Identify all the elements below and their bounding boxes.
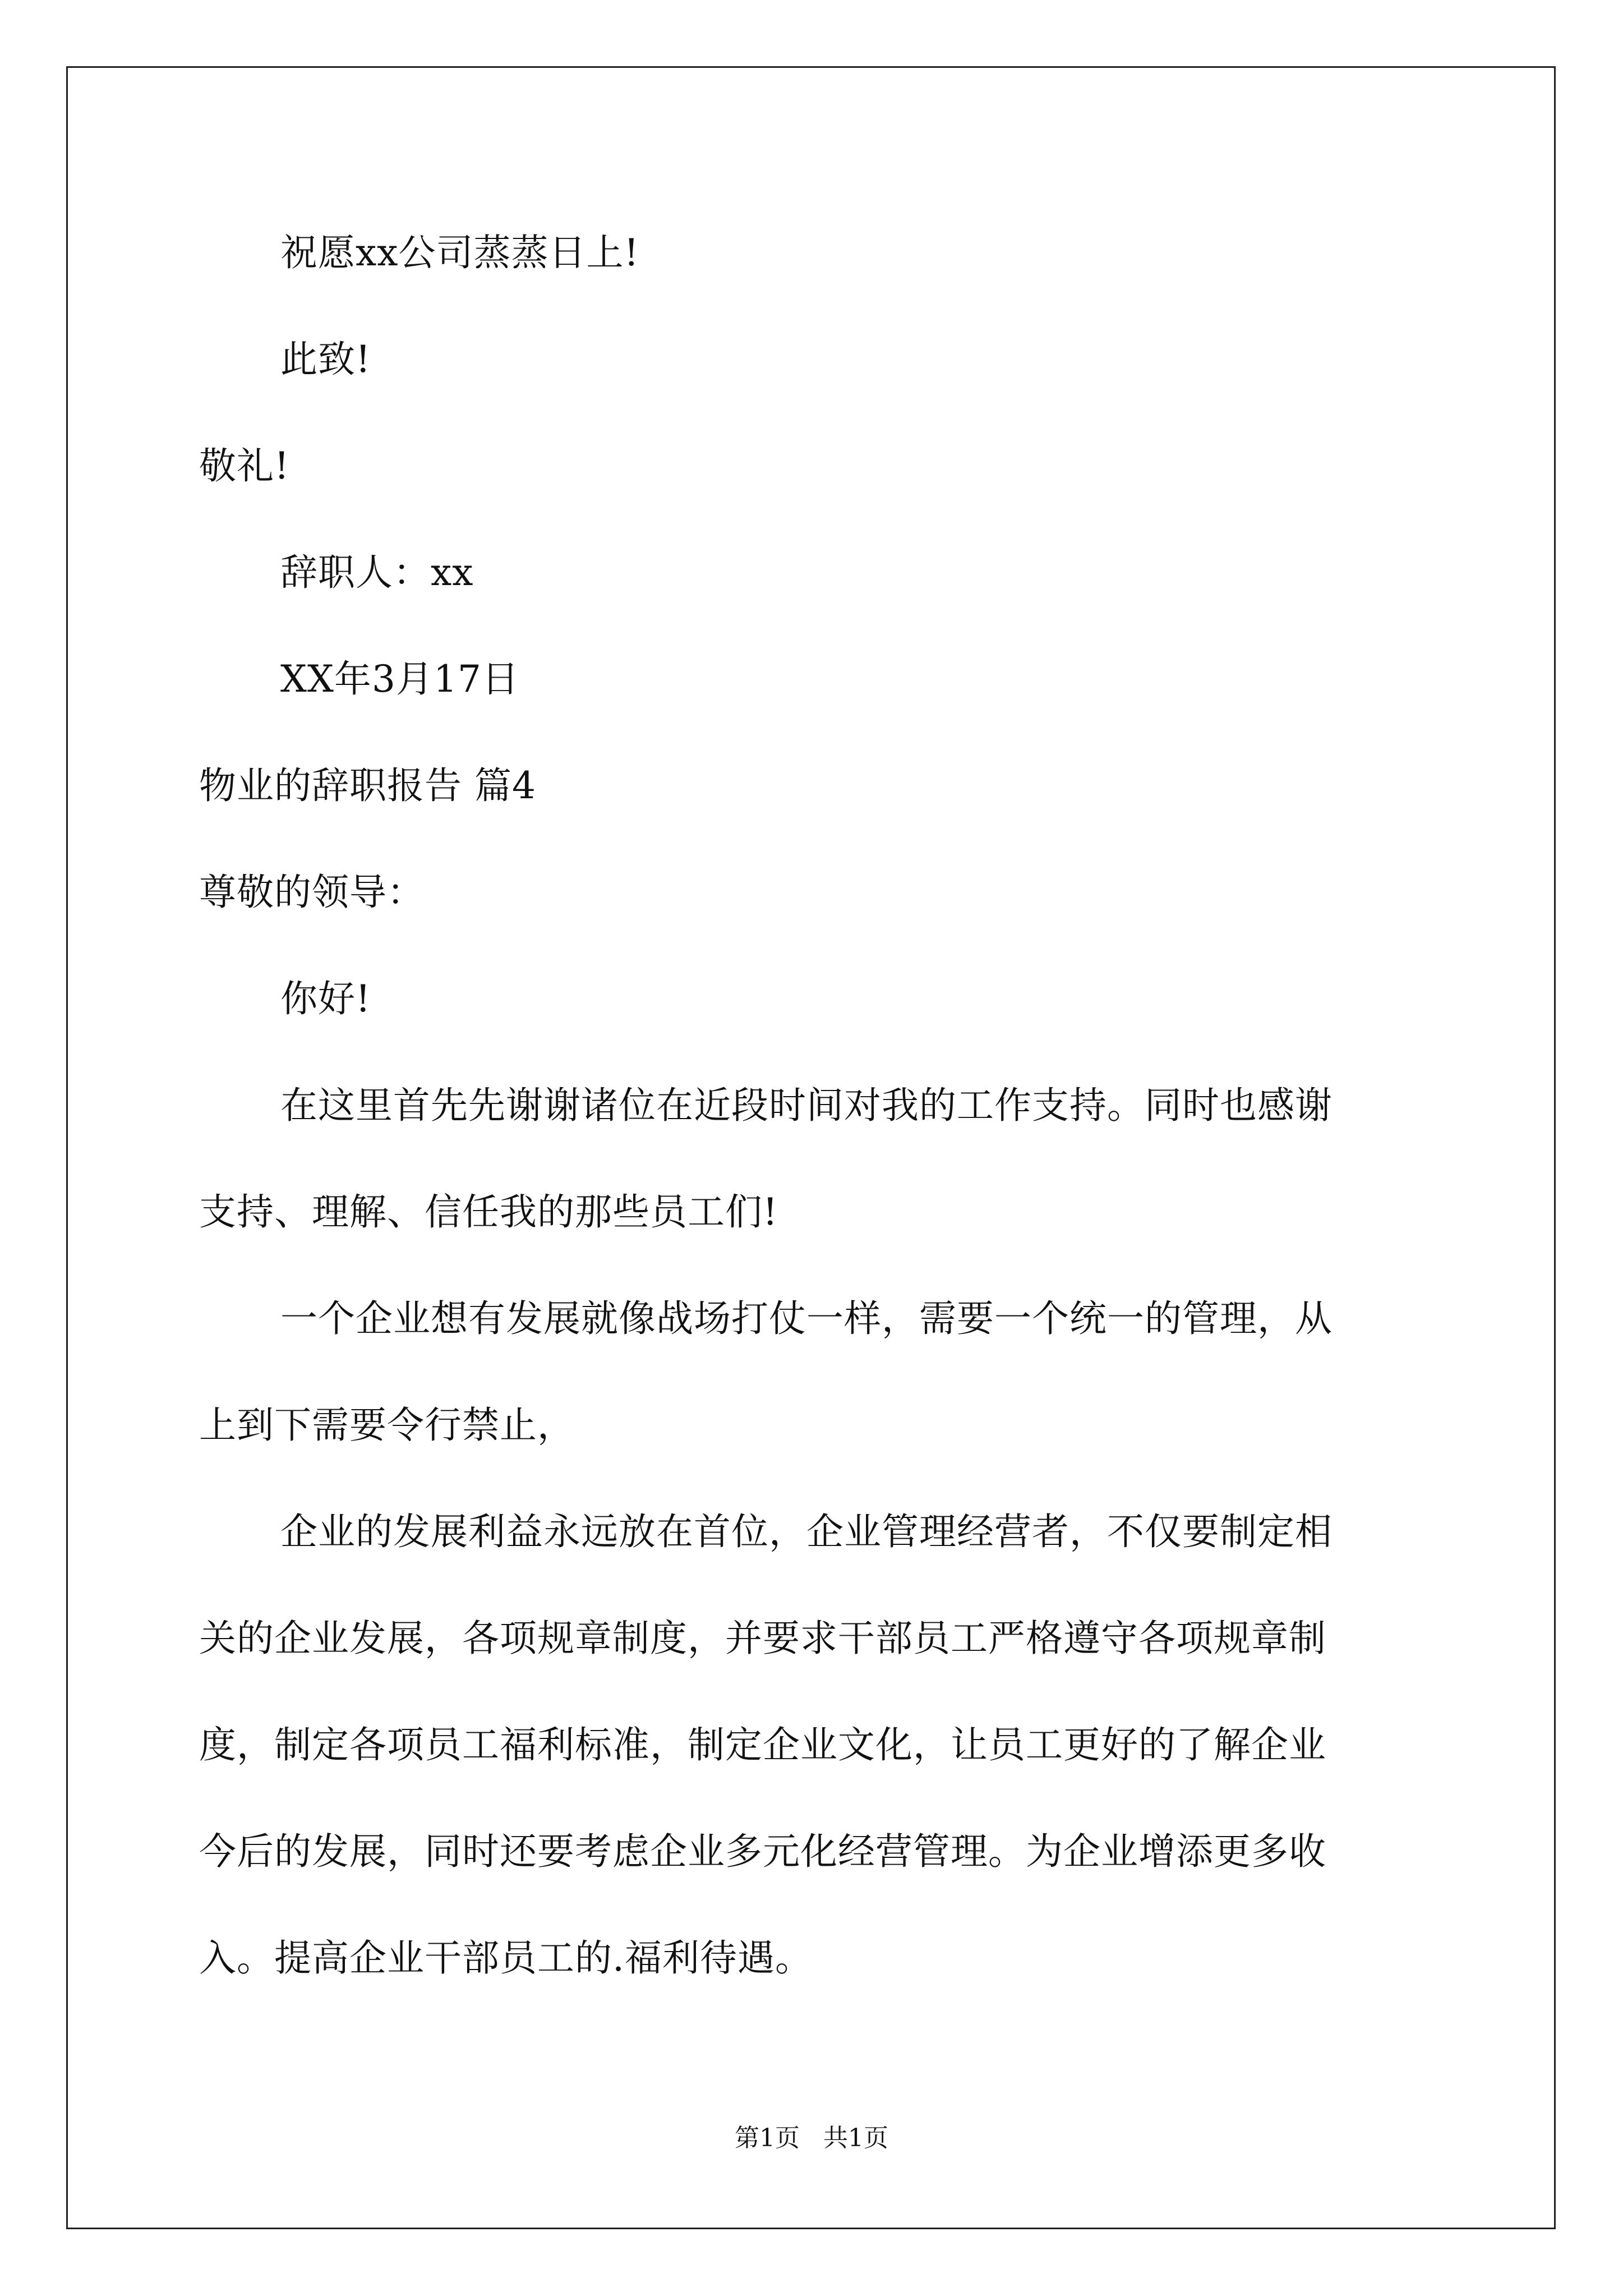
paragraph-3-line-5: 入。提高企业干部员工的.福利待遇。: [199, 1936, 813, 1980]
closing-respect: 敬礼!: [199, 444, 290, 487]
section-heading: 物业的辞职报告 篇4: [199, 764, 536, 807]
paragraph-3-line-1: 企业的发展利益永远放在首位，企业管理经营者，不仅要制定相: [280, 1510, 1332, 1553]
closing-wish: 祝愿xx公司蒸蒸日上!: [280, 231, 639, 274]
hello-line: 你好!: [280, 977, 371, 1020]
paragraph-3-line-4: 今后的发展，同时还要考虑企业多元化经营管理。为企业增添更多收: [199, 1830, 1326, 1873]
paragraph-1-line-1: 在这里首先先谢谢诸位在近段时间对我的工作支持。同时也感谢: [280, 1084, 1332, 1127]
page-border: [66, 66, 1556, 2229]
signature-line: 辞职人：xx: [280, 551, 474, 594]
closing-salutation: 此致!: [280, 338, 371, 381]
greeting-line: 尊敬的领导：: [199, 871, 425, 914]
paragraph-2-line-1: 一个企业想有发展就像战场打仗一样，需要一个统一的管理，从: [280, 1297, 1332, 1340]
paragraph-3-line-3: 度，制定各项员工福利标准，制定企业文化，让员工更好的了解企业: [199, 1723, 1326, 1766]
paragraph-1-line-2: 支持、理解、信任我的那些员工们!: [199, 1190, 778, 1234]
paragraph-2-line-2: 上到下需要令行禁止，: [199, 1404, 575, 1447]
date-line: XX年3月17日: [280, 657, 519, 701]
paragraph-3-line-2: 关的企业发展，各项规章制度，并要求干部员工严格遵守各项规章制: [199, 1617, 1326, 1660]
page-footer: 第1页 共1页: [735, 2124, 888, 2152]
